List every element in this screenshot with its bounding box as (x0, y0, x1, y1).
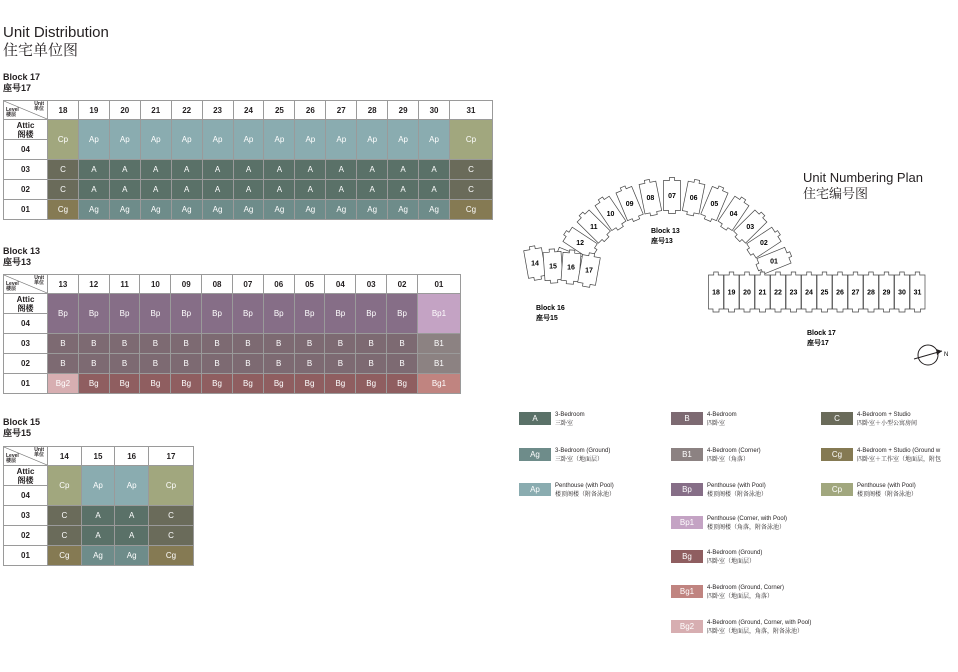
unit-type-cell: C (48, 506, 82, 526)
level-label: 03 (4, 506, 48, 526)
plan-unit-number: 25 (820, 289, 829, 297)
legend-label-en: 4-Bedroom (Ground, Corner, with Pool) (707, 620, 812, 626)
corner-level-cn: 楼层 (6, 286, 17, 292)
legend-label-cn: 四卧室 (707, 421, 726, 427)
plan-unit-number: 27 (851, 289, 860, 297)
legend-swatch: C (821, 412, 853, 425)
legend-swatch: Ap (519, 483, 551, 496)
plan-unit-number: 05 (710, 201, 719, 209)
unit-type-cell: Ap (264, 120, 295, 160)
level-label: 04 (4, 314, 48, 334)
corner-unit-cn: 单位 (33, 106, 44, 112)
legend-label-en: 4-Bedroom (Ground, Corner) (707, 585, 785, 591)
unit-type-cell: B (232, 334, 263, 354)
level-label: 03 (4, 334, 48, 354)
unit-type-cell: Bp (78, 294, 109, 334)
unit-type-cell: A (78, 160, 109, 180)
unit-type-cell: Ag (388, 200, 419, 220)
unit-header: 28 (357, 101, 388, 120)
corner-unit-cn: 单位 (33, 452, 44, 458)
unit-type-cell: Ap (78, 120, 109, 160)
unit-type-cell: Bg (140, 374, 171, 394)
unit-header: 06 (263, 275, 294, 294)
unit-type-cell: B (78, 334, 109, 354)
unit-header: 20 (109, 101, 140, 120)
legend-swatch: B (671, 412, 703, 425)
corner-level: Level (6, 281, 19, 287)
plan-block16-label: Block 16 (536, 305, 565, 312)
unit-type-cell: A (115, 506, 149, 526)
legend-swatch: Cp (821, 483, 853, 496)
unit-type-cell: B (263, 354, 294, 374)
plan-unit (771, 272, 786, 312)
plan-unit-number: 10 (606, 210, 615, 218)
unit-header: 01 (417, 275, 460, 294)
legend-swatch: Ag (519, 448, 551, 461)
unit-type-cell: B (48, 354, 79, 374)
unit-type-cell: A (419, 160, 450, 180)
unit-type-cell: Cp (48, 466, 82, 506)
unit-type-cell: Ag (78, 200, 109, 220)
level-label-en: Attic (16, 466, 35, 476)
unit-type-cell: B (171, 334, 202, 354)
unit-type-cell: Cp (48, 120, 79, 160)
unit-type-cell: Ag (81, 546, 115, 566)
level-label: 02 (4, 526, 48, 546)
unit-type-cell: Ag (109, 200, 140, 220)
level-label-cn: 阁楼 (17, 303, 34, 313)
page-title-en: Unit Distribution (3, 24, 109, 41)
unit-type-cell: B (202, 354, 233, 374)
legend-label-cn: 四卧室（地面层） (707, 559, 756, 565)
unit-type-cell: A (81, 506, 115, 526)
legend-label-en: 4-Bedroom + Studio (857, 412, 911, 418)
plan-unit-number: 18 (712, 289, 720, 297)
unit-type-cell: A (264, 160, 295, 180)
unit-type-cell: A (81, 526, 115, 546)
unit-type-cell: A (233, 180, 264, 200)
unit-type-cell: B (356, 354, 387, 374)
unit-type-cell: A (109, 160, 140, 180)
plan-title-cn: 住宅编号图 (803, 186, 869, 201)
unit-type-cell: Bp (294, 294, 325, 334)
legend-swatch: B1 (671, 448, 703, 461)
unit-type-cell: Ag (295, 200, 326, 220)
corner-unit: Unit (34, 275, 44, 281)
legend-swatch: Bp1 (671, 516, 703, 529)
unit-type-cell: A (326, 180, 357, 200)
unit-type-cell: A (115, 526, 149, 546)
unit-type-cell: Bp (109, 294, 140, 334)
unit-type-cell: Cg (48, 546, 82, 566)
unit-header: 31 (449, 101, 492, 120)
unit-type-cell: B (109, 354, 140, 374)
legend-label-cn: 三卧室 (555, 421, 574, 427)
plan-unit-number: 31 (913, 289, 922, 297)
unit-type-cell: B (48, 334, 79, 354)
unit-type-cell: B (294, 354, 325, 374)
level-label: 04 (4, 140, 48, 160)
unit-header: 17 (148, 447, 193, 466)
unit-type-cell: Ap (81, 466, 115, 506)
unit-type-cell: Ag (140, 200, 171, 220)
plan-unit (786, 272, 801, 312)
unit-type-cell: Cg (449, 200, 492, 220)
unit-type-cell: Bg (387, 374, 418, 394)
plan-unit-number: 15 (549, 263, 557, 271)
plan-block13-label: Block 13 (651, 228, 680, 235)
legend-swatch: Bg (671, 550, 703, 563)
plan-unit (802, 272, 817, 312)
unit-type-cell: Bg (202, 374, 233, 394)
plan-unit-number: 29 (882, 289, 891, 297)
unit-type-cell: Ap (140, 120, 171, 160)
legend-label-en: 4-Bedroom (707, 412, 737, 418)
plan-unit-number: 12 (576, 240, 584, 248)
plan-unit-number: 11 (590, 224, 598, 232)
legend-swatch: Cg (821, 448, 853, 461)
unit-header: 04 (325, 275, 356, 294)
unit-type-cell: Cp (449, 120, 492, 160)
block17-units (709, 272, 926, 312)
unit-type-cell: B (325, 334, 356, 354)
legend-label-cn: 三卧室（地面层） (555, 457, 604, 463)
block17-name: Block 17 (3, 72, 41, 82)
unit-type-cell: Ag (171, 200, 202, 220)
unit-type-cell: A (419, 180, 450, 200)
unit-type-cell: Bg (109, 374, 140, 394)
unit-type-cell: Ap (109, 120, 140, 160)
plan-unit-number: 03 (746, 224, 755, 232)
corner-level-cn: 楼层 (6, 112, 17, 118)
unit-type-cell: Bp (48, 294, 79, 334)
unit-type-cell: B (109, 334, 140, 354)
unit-header: 22 (171, 101, 202, 120)
unit-type-cell: B (202, 334, 233, 354)
plan-block17-label-cn: 座号17 (807, 340, 829, 347)
level-label-cn: 阁楼 (17, 129, 34, 139)
unit-type-cell: Ag (115, 546, 149, 566)
legend-swatch: Bg1 (671, 585, 703, 598)
unit-type-cell: B (78, 354, 109, 374)
plan-unit-number: 24 (805, 289, 813, 297)
unit-type-cell: Cp (148, 466, 193, 506)
plan-unit (833, 272, 848, 312)
unit-header: 16 (115, 447, 149, 466)
unit-type-cell: Ap (233, 120, 264, 160)
unit-header: 23 (202, 101, 233, 120)
plan-unit (864, 272, 879, 312)
unit-type-cell: C (48, 160, 79, 180)
unit-type-cell: Bp (263, 294, 294, 334)
unit-type-cell: Ap (202, 120, 233, 160)
legend-swatch: A (519, 412, 551, 425)
unit-type-cell: Ag (202, 200, 233, 220)
corner-level: Level (6, 453, 19, 459)
plan-unit-number: 21 (758, 289, 767, 297)
legend-label-en: 4-Bedroom (Ground) (707, 550, 763, 556)
unit-type-cell: A (202, 180, 233, 200)
unit-type-cell: Bg (356, 374, 387, 394)
plan-title-en: Unit Numbering Plan (803, 170, 923, 185)
plan-unit (724, 272, 739, 312)
unit-type-cell: Bp (387, 294, 418, 334)
unit-type-cell: A (202, 160, 233, 180)
unit-type-cell: Bg2 (48, 374, 79, 394)
legend-label-cn: 四卧室（地面层，角落，附备泳池） (707, 629, 804, 635)
unit-type-cell: A (171, 160, 202, 180)
unit-type-cell: Bp (356, 294, 387, 334)
level-label-cn: 阁楼 (17, 475, 34, 485)
unit-type-cell: A (140, 180, 171, 200)
unit-type-cell: Ap (388, 120, 419, 160)
unit-type-cell: A (264, 180, 295, 200)
level-label: 03 (4, 160, 48, 180)
level-label-en: Attic (16, 294, 35, 304)
unit-type-cell: A (171, 180, 202, 200)
unit-type-cell: Bp1 (417, 294, 460, 334)
unit-type-cell: A (109, 180, 140, 200)
block15-name: Block 15 (3, 417, 41, 427)
unit-type-cell: Bg (325, 374, 356, 394)
north-arrow-icon (914, 345, 948, 365)
level-label: 04 (4, 486, 48, 506)
plan-block17-label: Block 17 (807, 330, 836, 337)
plan-unit-number: 02 (760, 240, 768, 248)
plan-unit-number: 30 (898, 289, 906, 297)
unit-header: 14 (48, 447, 82, 466)
unit-type-cell: C (148, 506, 193, 526)
unit-header: 19 (78, 101, 109, 120)
unit-type-cell: Ag (233, 200, 264, 220)
unit-type-cell: Ap (115, 466, 149, 506)
block13-name: Block 13 (3, 246, 41, 256)
unit-type-cell: B (387, 334, 418, 354)
unit-header: 08 (202, 275, 233, 294)
unit-type-cell: Cg (48, 200, 79, 220)
unit-type-cell: Cg (148, 546, 193, 566)
block13-name-cn: 座号13 (3, 257, 32, 267)
unit-type-cell: Bp (202, 294, 233, 334)
legend-label-en: Penthouse (with Pool) (555, 483, 614, 489)
plan-unit-number: 28 (867, 289, 875, 297)
legend-label-en: Penthouse (Corner, with Pool) (707, 516, 788, 522)
level-label-en: Attic (16, 120, 35, 130)
level-label: 01 (4, 546, 48, 566)
plan-unit (910, 272, 925, 312)
page-title-cn: 住宅单位图 (3, 42, 79, 59)
unit-type-cell: Ap (171, 120, 202, 160)
legend-label-cn: 四卧室（角落） (707, 457, 750, 463)
legend-label-en: 4-Bedroom (Corner) (707, 448, 761, 454)
plan-unit (879, 272, 894, 312)
plan-unit (709, 272, 724, 312)
unit-type-cell: B (356, 334, 387, 354)
unit-type-cell: Ap (326, 120, 357, 160)
unit-header: 27 (326, 101, 357, 120)
unit-type-cell: B (325, 354, 356, 374)
unit-type-cell: A (357, 160, 388, 180)
unit-type-cell: Ap (295, 120, 326, 160)
unit-type-cell: C (449, 180, 492, 200)
legend-label-en: 4-Bedroom + Studio (Ground w (857, 448, 941, 454)
block17-name-cn: 座号17 (3, 83, 32, 93)
plan-block16-label-cn: 座号15 (536, 315, 558, 322)
plan-unit-number: 23 (789, 289, 798, 297)
unit-header: 12 (78, 275, 109, 294)
plan-unit-number: 01 (770, 258, 778, 266)
unit-header: 29 (388, 101, 419, 120)
legend-swatch: Bg2 (671, 620, 703, 633)
plan-unit-number: 06 (689, 195, 698, 203)
unit-header: 13 (48, 275, 79, 294)
plan-unit (740, 272, 755, 312)
unit-type-cell: Bp (140, 294, 171, 334)
legend-label-cn: 四卧室（地面层，角落） (707, 594, 774, 600)
unit-type-cell: Ag (419, 200, 450, 220)
unit-type-cell: B1 (417, 334, 460, 354)
unit-header: 24 (233, 101, 264, 120)
unit-type-cell: B (294, 334, 325, 354)
corner-unit-cn: 单位 (33, 280, 44, 286)
unit-header: 26 (295, 101, 326, 120)
unit-type-cell: B (140, 334, 171, 354)
unit-type-cell: A (326, 160, 357, 180)
unit-header: 10 (140, 275, 171, 294)
plan-unit-number: 19 (727, 289, 736, 297)
plan-unit-number: 09 (625, 201, 634, 209)
legend-label-cn: 楼顶阁楼（附备泳池） (707, 492, 768, 498)
level-label: 01 (4, 374, 48, 394)
legend-label-en: 3-Bedroom (Ground) (555, 448, 611, 454)
unit-type-cell: A (295, 160, 326, 180)
unit-type-cell: A (78, 180, 109, 200)
unit-type-cell: Ag (357, 200, 388, 220)
unit-type-cell: C (148, 526, 193, 546)
unit-type-cell: B (140, 354, 171, 374)
level-label: 01 (4, 200, 48, 220)
north-label: N (944, 352, 949, 358)
plan-unit (895, 272, 910, 312)
unit-type-cell: A (295, 180, 326, 200)
corner-unit: Unit (34, 447, 44, 453)
unit-type-cell: A (388, 160, 419, 180)
unit-type-cell: Bg (78, 374, 109, 394)
unit-type-cell: C (48, 526, 82, 546)
unit-type-cell: B (232, 354, 263, 374)
unit-type-cell: Bg (294, 374, 325, 394)
unit-type-cell: Bg (171, 374, 202, 394)
plan-unit-number: 07 (668, 193, 676, 200)
unit-header: 02 (387, 275, 418, 294)
plan-unit (543, 248, 563, 283)
unit-type-cell: A (233, 160, 264, 180)
unit-type-cell: B (171, 354, 202, 374)
plan-unit-number: 17 (585, 267, 593, 275)
legend-label-en: Penthouse (with Pool) (707, 483, 766, 489)
legend-swatch: Bp (671, 483, 703, 496)
unit-header: 21 (140, 101, 171, 120)
plan-unit-number: 08 (646, 195, 655, 203)
level-label: 02 (4, 354, 48, 374)
unit-type-cell: B1 (417, 354, 460, 374)
unit-type-cell: Bg (232, 374, 263, 394)
unit-type-cell: Ap (419, 120, 450, 160)
legend-label-en: 3-Bedroom (555, 412, 585, 418)
unit-type-cell: Bp (171, 294, 202, 334)
plan-unit-number: 20 (743, 289, 751, 297)
unit-type-cell: Bg (263, 374, 294, 394)
block15-name-cn: 座号15 (3, 428, 32, 438)
unit-header: 30 (419, 101, 450, 120)
unit-header: 09 (171, 275, 202, 294)
legend-label-cn: 楼顶阁楼（角落，附备泳池） (707, 525, 786, 531)
plan-unit (755, 272, 770, 312)
legend-label-cn: 四卧室＋工作室（地面层，附包 (857, 457, 942, 463)
unit-header: 11 (109, 275, 140, 294)
unit-header: 18 (48, 101, 79, 120)
unit-type-cell: B (387, 354, 418, 374)
unit-header: 25 (264, 101, 295, 120)
corner-unit: Unit (34, 101, 44, 107)
plan-unit-number: 22 (774, 289, 782, 297)
plan-unit-number: 16 (567, 264, 575, 272)
plan-unit (523, 245, 547, 282)
unit-type-cell: B (263, 334, 294, 354)
unit-header: 03 (356, 275, 387, 294)
unit-type-cell: Bg1 (417, 374, 460, 394)
unit-header: 15 (81, 447, 115, 466)
legend-label-cn: 四卧室＋小型公寓房间 (857, 421, 918, 427)
unit-type-cell: Ag (326, 200, 357, 220)
unit-type-cell: C (48, 180, 79, 200)
plan-block13-label-cn: 座号13 (651, 238, 673, 245)
legend-label-cn: 楼顶阁楼（附备泳池） (555, 492, 616, 498)
unit-type-cell: A (388, 180, 419, 200)
unit-type-cell: Bp (325, 294, 356, 334)
plan-unit (664, 178, 681, 214)
unit-header: 05 (294, 275, 325, 294)
corner-level-cn: 楼层 (6, 458, 17, 464)
plan-unit-number: 04 (729, 210, 738, 218)
unit-type-cell: Bp (232, 294, 263, 334)
unit-type-cell: A (140, 160, 171, 180)
unit-header: 07 (232, 275, 263, 294)
plan-unit-number: 26 (836, 289, 844, 297)
plan-unit (848, 272, 863, 312)
unit-type-cell: Ag (264, 200, 295, 220)
corner-level: Level (6, 107, 19, 113)
unit-type-cell: A (357, 180, 388, 200)
level-label: 02 (4, 180, 48, 200)
legend-label-cn: 楼顶阁楼（附备泳池） (857, 492, 918, 498)
plan-unit-number: 14 (531, 260, 539, 268)
legend-label-en: Penthouse (with Pool) (857, 483, 916, 489)
unit-type-cell: Ap (357, 120, 388, 160)
plan-unit (817, 272, 832, 312)
unit-type-cell: C (449, 160, 492, 180)
